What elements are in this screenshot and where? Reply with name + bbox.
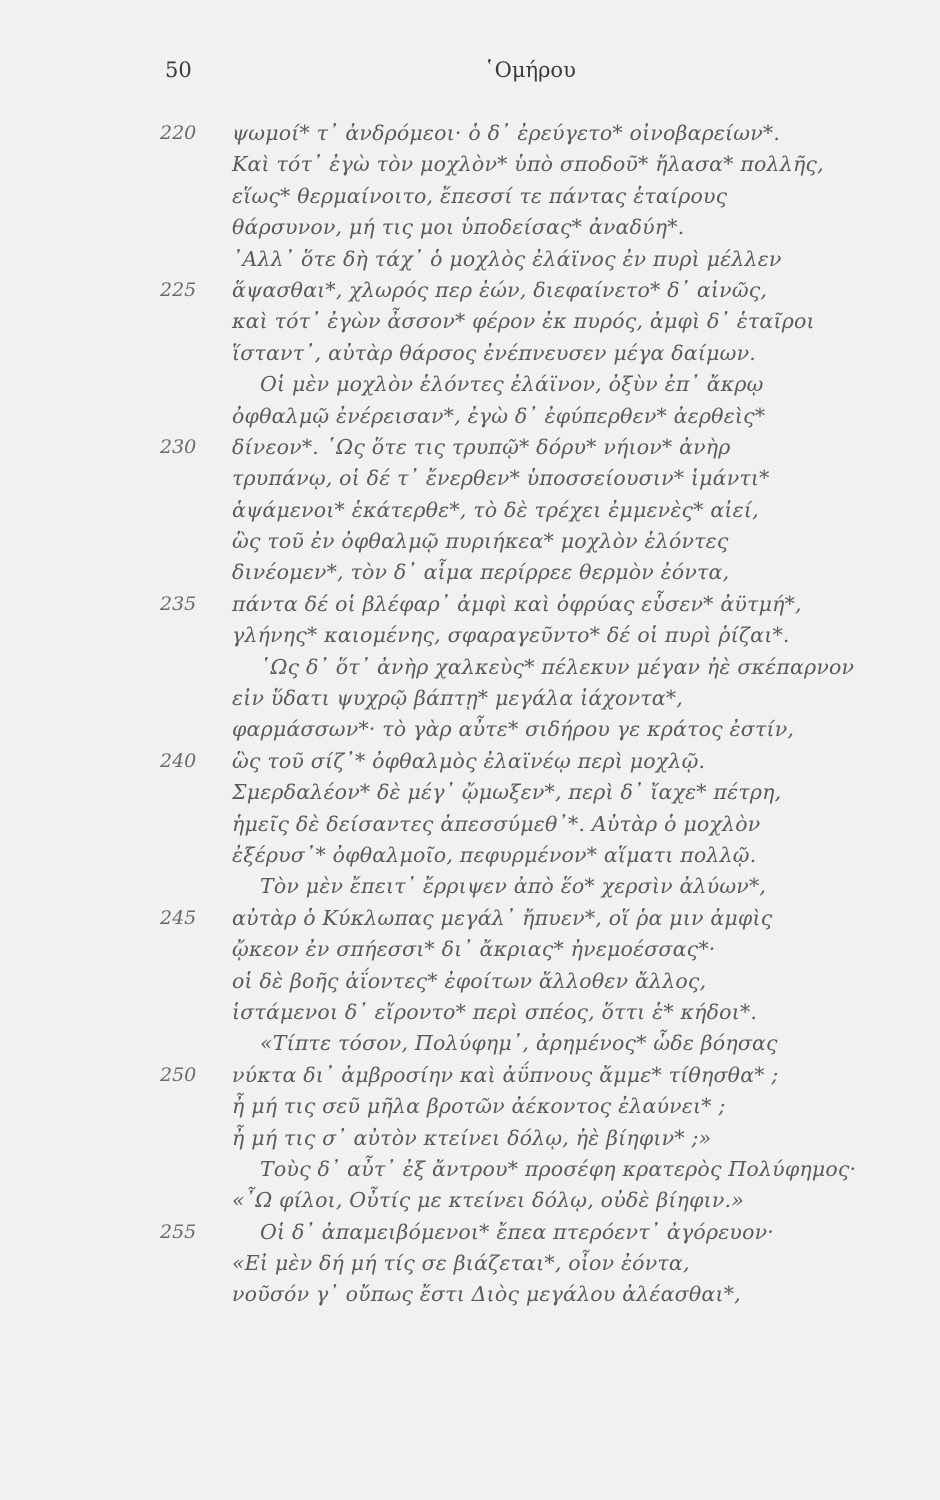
verse-line (160, 495, 920, 526)
verse-line (160, 1248, 920, 1279)
line-text: ὣς τοῦ σίζ᾽* ὀφθαλμὸς ἐλαϊνέῳ περὶ μοχλῷ. (232, 748, 706, 773)
line-number: 220 (160, 122, 197, 144)
verse-line (160, 997, 920, 1028)
line-text: φαρμάσσων*· τὸ γὰρ αὖτε* σιδήρου γε κράτος ἐστίν, (232, 717, 795, 742)
verse-line (160, 652, 920, 683)
verse-line (160, 401, 920, 432)
line-text: Τοὺς δ᾽ αὖτ᾽ ἐξ ἄντρου* προσέφη κρατερὸς Πολύφημος· (260, 1156, 857, 1181)
verse-line (160, 557, 920, 588)
verse-line (160, 1028, 920, 1059)
verse-block (160, 118, 920, 1311)
line-text: δινέομεν*, τὸν δ᾽ αἷμα περίρρεε θερμὸν ἐόντα, (232, 560, 730, 585)
line-text: ὀφθαλμῷ ἐνέρεισαν*, ἐγὼ δ᾽ ἐφύπερθεν* ἀερθεὶς* (232, 403, 766, 428)
line-text: νύκτα δι᾽ ἀμβροσίην καὶ ἀΰπνους ἄμμε* τίθησθα* ; (232, 1062, 779, 1087)
verse-line (160, 589, 920, 620)
running-title: ῾Ομήρου (484, 58, 576, 82)
line-number: 240 (160, 749, 197, 772)
line-number: 225 (160, 278, 197, 301)
verse-line (160, 840, 920, 871)
verse-line (160, 1091, 920, 1122)
line-number: 245 (160, 906, 197, 929)
line-number: 255 (160, 1220, 197, 1243)
verse-line (160, 306, 920, 337)
page-number: 50 (165, 58, 192, 82)
line-text: Οἱ μὲν μοχλὸν ἑλόντες ἐλάϊνον, ὀξὺν ἐπ᾽ ἄκρῳ (260, 372, 764, 397)
verse-line (160, 620, 920, 651)
verse-line (160, 683, 920, 714)
verse-line (160, 1154, 920, 1185)
verse-line (160, 1217, 920, 1248)
line-text: καὶ τότ᾽ ἐγὼν ἆσσον* φέρον ἐκ πυρός, ἀμφὶ δ᾽ ἑταῖροι (232, 309, 815, 334)
verse-line (160, 526, 920, 557)
verse-line (160, 714, 920, 745)
verse-line (160, 871, 920, 902)
line-text: ἁψάμενοι* ἑκάτερθε*, τὸ δὲ τρέχει ἐμμενὲς* αἰεί, (232, 497, 759, 522)
line-text: νοῦσόν γ᾽ οὔπως ἔστι Διὸς μεγάλου ἀλέασθαι*, (232, 1282, 741, 1307)
verse-line (160, 1060, 920, 1091)
verse-line (160, 966, 920, 997)
line-text: ᾽Αλλ᾽ ὅτε δὴ τάχ᾽ ὁ μοχλὸς ἐλάϊνος ἐν πυρὶ μέλλεν (232, 246, 782, 271)
line-text: «Τίπτε τόσον, Πολύφημ᾽, ἀρημένος* ὧδε βόησας (260, 1031, 778, 1056)
line-text: ψωμοί* τ᾽ ἀνδρόμεοι· ὁ δ᾽ ἐρεύγετο* οἰνοβαρείων*. (232, 121, 781, 145)
line-text: δίνεον*. ῾Ως ὅτε τις τρυπῷ* δόρυ* νήιον* ἀνὴρ (232, 434, 731, 459)
line-text: ἱστάμενοι δ᾽ εἴροντο* περὶ σπέος, ὅττι ἑ* κήδοι*. (232, 999, 758, 1024)
verse-line (160, 212, 920, 243)
verse-line (160, 118, 920, 149)
line-number: 235 (160, 592, 197, 615)
line-text: πάντα δέ οἱ βλέφαρ᾽ ἀμφὶ καὶ ὀφρύας εὗσεν* ἀϋτμή*, (232, 591, 802, 616)
line-number: 250 (160, 1063, 197, 1086)
line-text: ἦ μή τις σ᾽ αὐτὸν κτείνει δόλῳ, ἠὲ βίηφιν* ;» (232, 1125, 712, 1150)
line-text: ἅψασθαι*, χλωρός περ ἐών, διεφαίνετο* δ᾽ αἰνῶς, (232, 277, 768, 302)
line-text: Καὶ τότ᾽ ἐγὼ τὸν μοχλὸν* ὑπὸ σποδοῦ* ἤλασα* πολλῆς, (232, 152, 824, 177)
line-text: ἦ μή τις σεῦ μῆλα βροτῶν ἀέκοντος ἐλαύνει* ; (232, 1094, 726, 1119)
verse-line (160, 746, 920, 777)
verse-line (160, 369, 920, 400)
verse-line (160, 777, 920, 808)
verse-line (160, 463, 920, 494)
line-text: τρυπάνῳ, οἱ δέ τ᾽ ἔνερθεν* ὑποσσείουσιν* ἱμάντι* (232, 466, 770, 491)
line-text: ὣς τοῦ ἐν ὀφθαλμῷ πυριήκεα* μοχλὸν ἑλόντες (232, 529, 729, 554)
verse-line (160, 275, 920, 306)
verse-line (160, 244, 920, 275)
verse-line (160, 181, 920, 212)
line-text: θάρσυνον, μή τις μοι ὑποδείσας* ἀναδύη*. (232, 215, 685, 240)
verse-line (160, 1123, 920, 1154)
line-text: «῏Ω φίλοι, Οὖτίς με κτείνει δόλῳ, οὐδὲ βίηφιν.» (232, 1188, 745, 1213)
verse-line (160, 432, 920, 463)
line-number: 230 (160, 435, 197, 458)
line-text: Τὸν μὲν ἔπειτ᾽ ἔρριψεν ἀπὸ ἕο* χερσὶν ἀλύων*, (260, 874, 767, 899)
line-text: εἵως* θερμαίνοιτο, ἔπεσσί τε πάντας ἑταίρους (232, 183, 728, 208)
verse-line (160, 149, 920, 180)
line-text: οἱ δὲ βοῆς ἀΐοντες* ἐφοίτων ἄλλοθεν ἄλλος, (232, 968, 707, 993)
line-text: ῾Ως δ᾽ ὅτ᾽ ἀνὴρ χαλκεὺς* πέλεκυν μέγαν ἠὲ σκέπαρνον (260, 654, 855, 679)
line-text: Σμερδαλέον* δὲ μέγ᾽ ᾤμωξεν*, περὶ δ᾽ ἴαχε* πέτρη, (232, 780, 782, 805)
verse-line (160, 338, 920, 369)
verse-line (160, 903, 920, 934)
line-text: αὐτὰρ ὁ Κύκλωπας μεγάλ᾽ ἤπυεν*, οἵ ῥα μιν ἀμφὶς (232, 905, 773, 930)
verse-line (160, 809, 920, 840)
line-text: Οἱ δ᾽ ἀπαμειβόμενοι* ἔπεα πτερόεντ᾽ ἀγόρευον· (260, 1219, 775, 1244)
line-text: «Εἰ μὲν δή μή τίς σε βιάζεται*, οἶον ἐόντα, (232, 1251, 690, 1276)
line-text: ἐξέρυσ᾽* ὀφθαλμοῖο, πεφυρμένον* αἵματι πολλῷ. (232, 842, 757, 867)
line-text: γλήνης* καιομένης, σφαραγεῦντο* δέ οἱ πυρὶ ῥίζαι*. (232, 623, 790, 648)
line-text: εἰν ὕδατι ψυχρῷ βάπτῃ* μεγάλα ἰάχοντα*, (232, 686, 683, 711)
line-text: ἵσταντ᾽, αὐτὰρ θάρσος ἐνέπνευσεν μέγα δαίμων. (232, 340, 756, 365)
verse-line (160, 1279, 920, 1310)
verse-line (160, 1185, 920, 1216)
line-text: ᾤκεον ἐν σπήεσσι* δι᾽ ἄκριας* ἠνεμοέσσας*· (232, 937, 716, 962)
line-text: ἡμεῖς δὲ δείσαντες ἀπεσσύμεθ᾽*. Αὐτὰρ ὁ μοχλὸν (232, 811, 761, 836)
verse-line (160, 934, 920, 965)
